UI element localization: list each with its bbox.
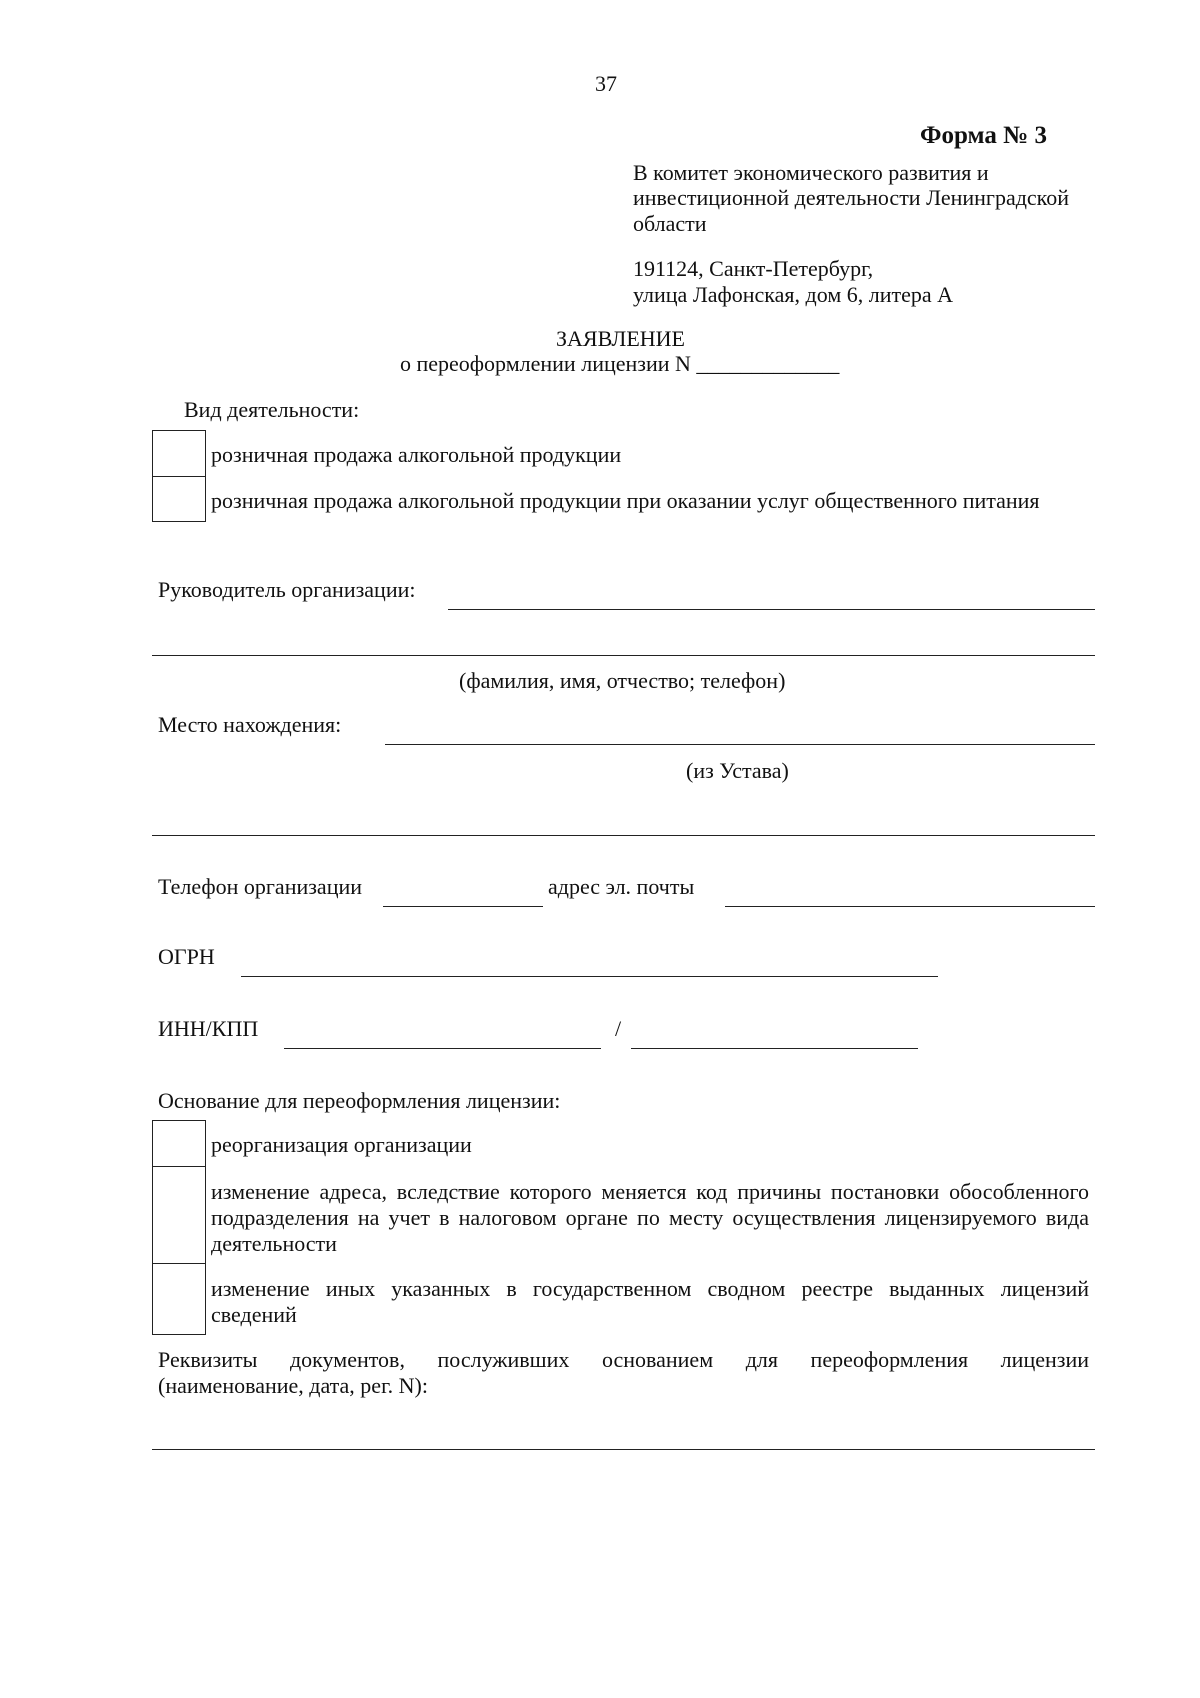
inn-label: ИНН/КПП [158, 1016, 259, 1041]
location-input-line[interactable] [385, 744, 1095, 745]
basis-option-other-line-1: изменение иных указанных в государственном сводном реестре выданных лицензий [211, 1276, 1089, 1301]
addressee-line-2: инвестиционной деятельности Ленинградской [633, 185, 1070, 210]
page-number: 37 [595, 71, 617, 96]
document-title: ЗАЯВЛЕНИЕ [556, 326, 685, 351]
addressee-line-1: В комитет экономического развития и [633, 160, 989, 185]
document-subtitle: о переоформлении лицензии N _____________ [400, 351, 840, 376]
activity-option-retail: розничная продажа алкогольной продукции [211, 442, 622, 467]
inn-separator: / [615, 1016, 622, 1041]
head-hint: (фамилия, имя, отчество; телефон) [459, 668, 786, 693]
activity-option-catering: розничная продажа алкогольной продукции при оказании услуг общественного питания [211, 488, 1040, 513]
addressee-address-1: 191124, Санкт-Петербург, [633, 256, 874, 281]
ogrn-label: ОГРН [158, 944, 215, 969]
ogrn-input-line[interactable] [241, 976, 938, 977]
docs-input-line[interactable] [152, 1449, 1095, 1450]
basis-checkbox-other-changes[interactable] [152, 1263, 206, 1335]
basis-label: Основание для переоформления лицензии: [158, 1088, 561, 1113]
form-number: Форма № 3 [920, 122, 1047, 149]
basis-option-other-line-2: сведений [211, 1302, 297, 1327]
head-second-line[interactable] [152, 655, 1095, 656]
basis-option-address-line-1: изменение адреса, вследствие которого меняется код причины постановки обособленного [211, 1179, 1089, 1204]
addressee-address-2: улица Лафонская, дом 6, литера А [633, 282, 954, 307]
addressee-line-3: области [633, 211, 707, 236]
activity-checkbox-catering[interactable] [152, 476, 206, 522]
location-label: Место нахождения: [158, 712, 342, 737]
location-second-line[interactable] [152, 835, 1095, 836]
basis-checkbox-reorganization[interactable] [152, 1120, 206, 1167]
basis-option-address-line-2: подразделения на учет в налоговом органе по месту осуществления лицензируемого вида [211, 1205, 1089, 1230]
phone-label: Телефон организации [158, 874, 363, 899]
docs-label-line-2: (наименование, дата, рег. N): [158, 1373, 428, 1398]
inn-input-line[interactable] [284, 1048, 601, 1049]
email-input-line[interactable] [725, 906, 1095, 907]
email-label: адрес эл. почты [548, 874, 695, 899]
docs-label-line-1: Реквизиты документов, послуживших основанием для переоформления лицензии [158, 1347, 1089, 1372]
activity-label: Вид деятельности: [184, 397, 360, 422]
kpp-input-line[interactable] [631, 1048, 918, 1049]
phone-input-line[interactable] [383, 906, 543, 907]
basis-option-address-line-3: деятельности [211, 1231, 337, 1256]
head-label: Руководитель организации: [158, 577, 416, 602]
activity-checkbox-retail[interactable] [152, 430, 206, 477]
location-hint: (из Устава) [686, 758, 789, 783]
basis-option-reorganization: реорганизация организации [211, 1132, 472, 1157]
basis-checkbox-address-change[interactable] [152, 1166, 206, 1264]
head-input-line[interactable] [448, 609, 1095, 610]
